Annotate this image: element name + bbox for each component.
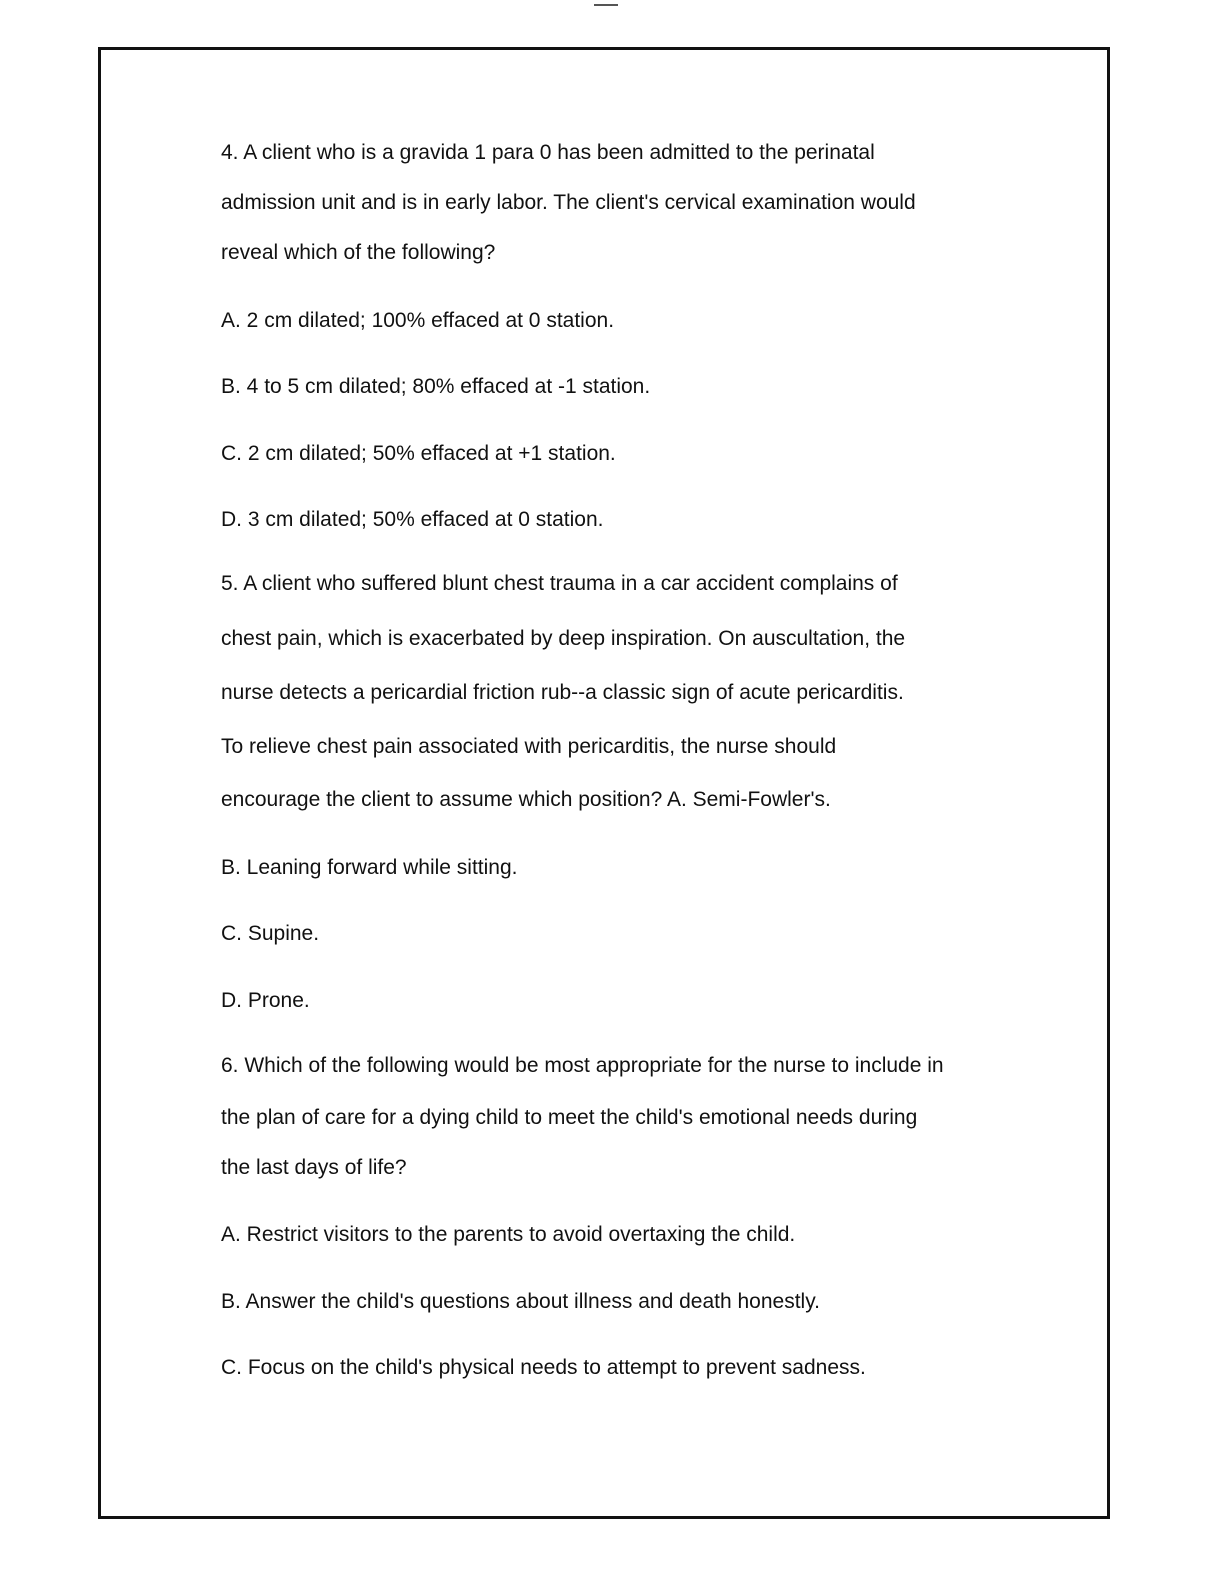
question-4-option-b: B. 4 to 5 cm dilated; 80% effaced at -1 station.: [221, 375, 651, 398]
question-5-stem-line-1: 5. A client who suffered blunt chest trauma in a car accident complains of: [221, 572, 898, 595]
question-6-stem-line-3: the last days of life?: [221, 1156, 407, 1179]
question-4-option-c: C. 2 cm dilated; 50% effaced at +1 station.: [221, 442, 616, 465]
question-4-option-d: D. 3 cm dilated; 50% effaced at 0 station.: [221, 508, 604, 531]
question-5-stem-line-2: chest pain, which is exacerbated by deep inspiration. On auscultation, the: [221, 627, 906, 650]
question-5-stem-line-3: nurse detects a pericardial friction rub--a classic sign of acute pericarditis.: [221, 681, 904, 704]
question-5-option-d: D. Prone.: [221, 989, 310, 1012]
question-6-stem-line-2: the plan of care for a dying child to meet the child's emotional needs during: [221, 1106, 918, 1129]
question-4-stem-line-1: 4. A client who is a gravida 1 para 0 has been admitted to the perinatal: [221, 141, 875, 164]
question-6-option-a: A. Restrict visitors to the parents to avoid overtaxing the child.: [221, 1223, 796, 1246]
question-4-stem-line-2: admission unit and is in early labor. The client's cervical examination would: [221, 191, 916, 214]
question-6-option-b: B. Answer the child's questions about illness and death honestly.: [221, 1290, 820, 1313]
question-5-option-b: B. Leaning forward while sitting.: [221, 856, 518, 879]
question-6-stem-line-1: 6. Which of the following would be most appropriate for the nurse to include in: [221, 1054, 944, 1077]
question-4-option-a: A. 2 cm dilated; 100% effaced at 0 station.: [221, 309, 615, 332]
question-5-stem-line-5: encourage the client to assume which position? A. Semi-Fowler's.: [221, 788, 831, 811]
question-4-stem-line-3: reveal which of the following?: [221, 241, 496, 264]
header-mark: [594, 4, 618, 6]
question-5-option-c: C. Supine.: [221, 922, 320, 945]
question-5-stem-line-4: To relieve chest pain associated with pericarditis, the nurse should: [221, 735, 837, 758]
question-6-option-c: C. Focus on the child's physical needs to attempt to prevent sadness.: [221, 1356, 866, 1379]
